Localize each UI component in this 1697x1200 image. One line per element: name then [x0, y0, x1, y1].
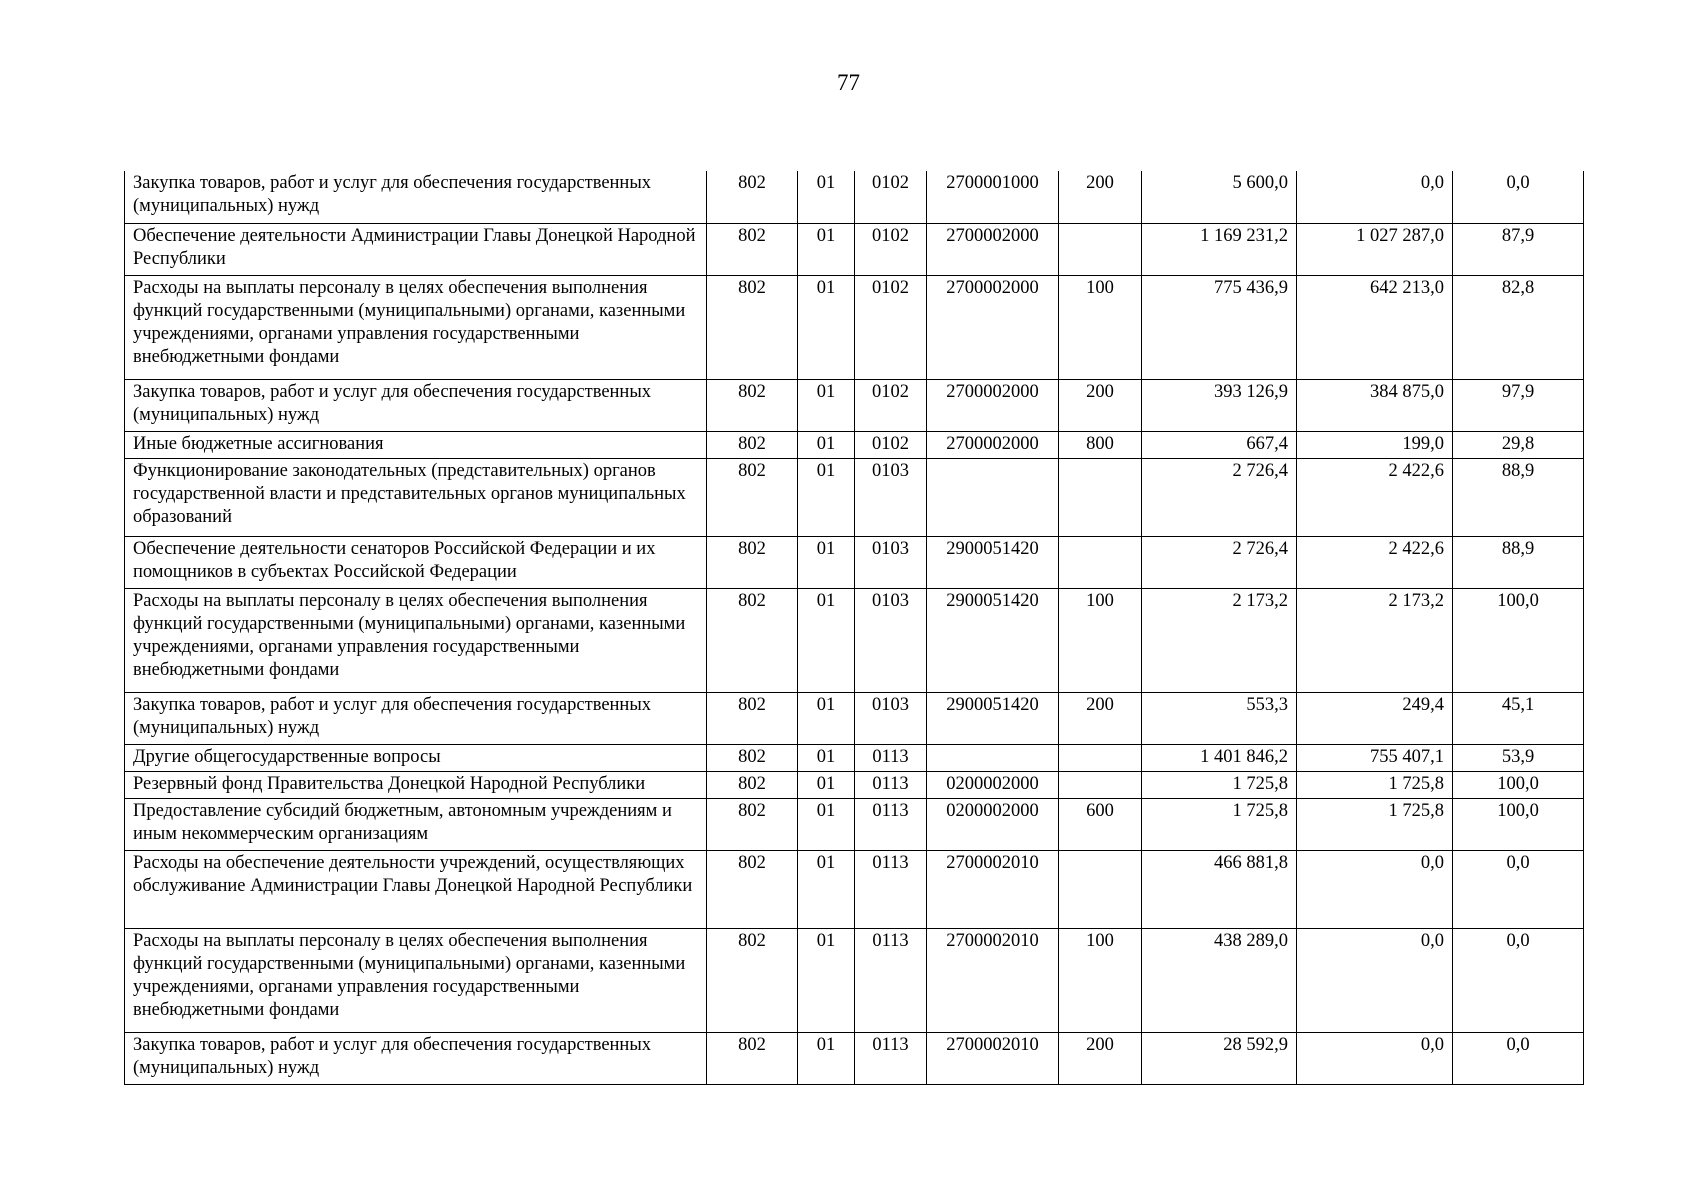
cell-ved: 802: [707, 431, 798, 458]
cell-vr: 600: [1059, 798, 1142, 850]
cell-fact: 1 725,8: [1297, 771, 1453, 798]
cell-vr: [1059, 850, 1142, 928]
cell-fact: 0,0: [1297, 171, 1453, 223]
cell-fact: 2 173,2: [1297, 588, 1453, 692]
cell-pct: 0,0: [1453, 928, 1584, 1032]
table-row: [125, 1032, 1584, 1084]
cell-ved: 802: [707, 692, 798, 744]
cell-fact: 0,0: [1297, 1032, 1453, 1084]
cell-vr: [1059, 744, 1142, 771]
cell-vr: 100: [1059, 275, 1142, 379]
cell-plan: 1 725,8: [1142, 771, 1297, 798]
cell-fact: 2 422,6: [1297, 458, 1453, 536]
cell-vr: 800: [1059, 431, 1142, 458]
cell-rz: 01: [798, 692, 855, 744]
cell-rz: 01: [798, 850, 855, 928]
cell-fact: 199,0: [1297, 431, 1453, 458]
cell-rz: 01: [798, 744, 855, 771]
cell-plan: 775 436,9: [1142, 275, 1297, 379]
cell-pr: 0113: [855, 928, 927, 1032]
cell-pr: 0103: [855, 588, 927, 692]
cell-name: Обеспечение деятельности сенаторов Российской Федерации и их помощников в субъектах Российской Федерации: [125, 536, 707, 588]
cell-pr: 0102: [855, 379, 927, 431]
cell-vr: 100: [1059, 928, 1142, 1032]
cell-pr: 0113: [855, 744, 927, 771]
cell-pr: 0113: [855, 850, 927, 928]
cell-ved: 802: [707, 275, 798, 379]
cell-fact: 2 422,6: [1297, 536, 1453, 588]
cell-rz: 01: [798, 798, 855, 850]
cell-name: Другие общегосударственные вопросы: [125, 744, 707, 771]
cell-plan: 1 169 231,2: [1142, 223, 1297, 275]
cell-fact: 0,0: [1297, 850, 1453, 928]
cell-pr: 0102: [855, 275, 927, 379]
cell-csr: 0200002000: [927, 771, 1059, 798]
cell-plan: 667,4: [1142, 431, 1297, 458]
cell-ved: 802: [707, 223, 798, 275]
cell-rz: 01: [798, 1032, 855, 1084]
cell-pr: 0113: [855, 771, 927, 798]
table-row: [125, 928, 1584, 1032]
cell-name: Расходы на выплаты персоналу в целях обеспечения выполнения функций государственными (муниципальными) органами, казенными учреждениями, органами управления государственными внебюджетными фондами: [125, 275, 707, 379]
cell-vr: [1059, 223, 1142, 275]
budget-table: [124, 171, 1584, 1085]
cell-ved: 802: [707, 798, 798, 850]
cell-pct: 100,0: [1453, 798, 1584, 850]
table-row: [125, 431, 1584, 458]
cell-pct: 97,9: [1453, 379, 1584, 431]
cell-pr: 0113: [855, 1032, 927, 1084]
cell-pr: 0102: [855, 431, 927, 458]
table-row: [125, 275, 1584, 379]
cell-pr: 0113: [855, 798, 927, 850]
cell-rz: 01: [798, 431, 855, 458]
cell-pct: 0,0: [1453, 850, 1584, 928]
cell-name: Иные бюджетные ассигнования: [125, 431, 707, 458]
cell-plan: 553,3: [1142, 692, 1297, 744]
cell-plan: 28 592,9: [1142, 1032, 1297, 1084]
cell-csr: 2700002010: [927, 1032, 1059, 1084]
cell-rz: 01: [798, 379, 855, 431]
cell-rz: 01: [798, 771, 855, 798]
cell-vr: 200: [1059, 379, 1142, 431]
cell-vr: 200: [1059, 1032, 1142, 1084]
cell-csr: 2700002010: [927, 928, 1059, 1032]
cell-vr: 100: [1059, 588, 1142, 692]
cell-name: Закупка товаров, работ и услуг для обеспечения государственных (муниципальных) нужд: [125, 171, 707, 223]
cell-ved: 802: [707, 171, 798, 223]
table-row: [125, 850, 1584, 928]
cell-vr: [1059, 458, 1142, 536]
table-row: [125, 458, 1584, 536]
cell-name: Резервный фонд Правительства Донецкой Народной Республики: [125, 771, 707, 798]
cell-csr: 2700002000: [927, 431, 1059, 458]
table-row: [125, 771, 1584, 798]
cell-plan: 393 126,9: [1142, 379, 1297, 431]
table-row: [125, 744, 1584, 771]
cell-plan: 5 600,0: [1142, 171, 1297, 223]
table-row: [125, 588, 1584, 692]
table-row: [125, 798, 1584, 850]
cell-ved: 802: [707, 928, 798, 1032]
cell-name: Расходы на выплаты персоналу в целях обеспечения выполнения функций государственными (муниципальными) органами, казенными учреждениями, органами управления государственными внебюджетными фондами: [125, 588, 707, 692]
cell-rz: 01: [798, 275, 855, 379]
cell-vr: [1059, 771, 1142, 798]
cell-rz: 01: [798, 928, 855, 1032]
cell-name: Предоставление субсидий бюджетным, автономным учреждениям и иным некоммерческим организациям: [125, 798, 707, 850]
cell-name: Обеспечение деятельности Администрации Главы Донецкой Народной Республики: [125, 223, 707, 275]
cell-pct: 87,9: [1453, 223, 1584, 275]
cell-ved: 802: [707, 850, 798, 928]
cell-csr: 2700001000: [927, 171, 1059, 223]
cell-fact: 384 875,0: [1297, 379, 1453, 431]
table-row: [125, 692, 1584, 744]
cell-vr: 200: [1059, 171, 1142, 223]
cell-pct: 45,1: [1453, 692, 1584, 744]
cell-fact: 755 407,1: [1297, 744, 1453, 771]
cell-pct: 100,0: [1453, 771, 1584, 798]
cell-pct: 82,8: [1453, 275, 1584, 379]
table-row: [125, 171, 1584, 223]
cell-pr: 0102: [855, 223, 927, 275]
cell-ved: 802: [707, 744, 798, 771]
cell-plan: 2 726,4: [1142, 536, 1297, 588]
cell-pct: 29,8: [1453, 431, 1584, 458]
cell-rz: 01: [798, 588, 855, 692]
cell-csr: 0200002000: [927, 798, 1059, 850]
cell-pct: 88,9: [1453, 536, 1584, 588]
cell-name: Закупка товаров, работ и услуг для обеспечения государственных (муниципальных) нужд: [125, 379, 707, 431]
cell-pr: 0103: [855, 692, 927, 744]
cell-vr: [1059, 536, 1142, 588]
cell-name: Закупка товаров, работ и услуг для обеспечения государственных (муниципальных) нужд: [125, 1032, 707, 1084]
cell-plan: 466 881,8: [1142, 850, 1297, 928]
cell-name: Функционирование законодательных (представительных) органов государственной власти и представительных органов муниципальных образований: [125, 458, 707, 536]
cell-plan: 1 401 846,2: [1142, 744, 1297, 771]
cell-csr: 2700002000: [927, 379, 1059, 431]
cell-csr: 2700002000: [927, 275, 1059, 379]
cell-pct: 53,9: [1453, 744, 1584, 771]
cell-rz: 01: [798, 223, 855, 275]
cell-pct: 0,0: [1453, 1032, 1584, 1084]
cell-plan: 1 725,8: [1142, 798, 1297, 850]
cell-plan: 2 726,4: [1142, 458, 1297, 536]
cell-rz: 01: [798, 171, 855, 223]
cell-pct: 100,0: [1453, 588, 1584, 692]
cell-ved: 802: [707, 588, 798, 692]
table-row: [125, 379, 1584, 431]
cell-fact: 0,0: [1297, 928, 1453, 1032]
cell-name: Расходы на обеспечение деятельности учреждений, осуществляющих обслуживание Администрации Главы Донецкой Народной Республики: [125, 850, 707, 928]
cell-csr: 2700002000: [927, 223, 1059, 275]
cell-name: Закупка товаров, работ и услуг для обеспечения государственных (муниципальных) нужд: [125, 692, 707, 744]
cell-fact: 1 725,8: [1297, 798, 1453, 850]
cell-ved: 802: [707, 536, 798, 588]
cell-csr: 2700002010: [927, 850, 1059, 928]
cell-rz: 01: [798, 458, 855, 536]
cell-ved: 802: [707, 379, 798, 431]
cell-pr: 0103: [855, 458, 927, 536]
cell-csr: [927, 458, 1059, 536]
cell-name: Расходы на выплаты персоналу в целях обеспечения выполнения функций государственными (муниципальными) органами, казенными учреждениями, органами управления государственными внебюджетными фондами: [125, 928, 707, 1032]
cell-pct: 0,0: [1453, 171, 1584, 223]
cell-ved: 802: [707, 458, 798, 536]
cell-fact: 642 213,0: [1297, 275, 1453, 379]
cell-csr: 2900051420: [927, 588, 1059, 692]
cell-pct: 88,9: [1453, 458, 1584, 536]
cell-pr: 0102: [855, 171, 927, 223]
cell-csr: 2900051420: [927, 692, 1059, 744]
cell-rz: 01: [798, 536, 855, 588]
cell-plan: 438 289,0: [1142, 928, 1297, 1032]
cell-ved: 802: [707, 1032, 798, 1084]
table-row: [125, 223, 1584, 275]
cell-fact: 1 027 287,0: [1297, 223, 1453, 275]
cell-ved: 802: [707, 771, 798, 798]
page-number: 77: [837, 70, 860, 95]
cell-pr: 0103: [855, 536, 927, 588]
cell-fact: 249,4: [1297, 692, 1453, 744]
table-row: [125, 536, 1584, 588]
table-body: [125, 171, 1584, 1084]
cell-vr: 200: [1059, 692, 1142, 744]
cell-plan: 2 173,2: [1142, 588, 1297, 692]
cell-csr: [927, 744, 1059, 771]
cell-csr: 2900051420: [927, 536, 1059, 588]
